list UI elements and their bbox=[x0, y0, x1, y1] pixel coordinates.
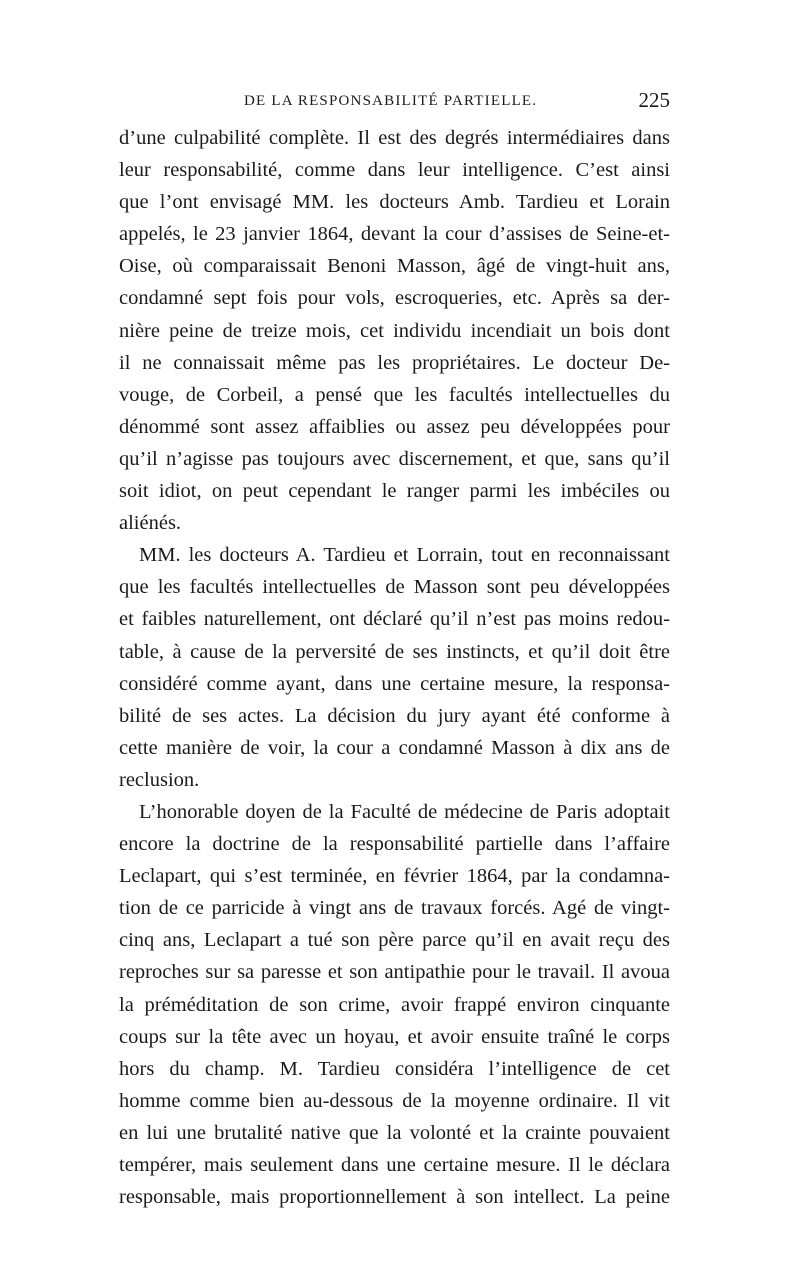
text-line: vouge, de Corbeil, a pensé que les facultés intellectuelles du bbox=[119, 383, 670, 406]
text-line: L’honorable doyen de la Faculté de médecine de Paris adoptait bbox=[139, 800, 670, 823]
running-head bbox=[119, 90, 670, 122]
text-line: en lui une brutalité native que la volonté et la crainte pouvaient bbox=[119, 1121, 670, 1144]
text-line: que l’ont envisagé MM. les docteurs Amb. Tardieu et Lorain bbox=[119, 191, 670, 214]
text-line: hors du champ. M. Tardieu considéra l’intelligence de cet bbox=[119, 1057, 670, 1080]
text-line: dénommé sont assez affaiblies ou assez peu développées pour bbox=[119, 415, 670, 438]
text-line: qu’il n’agisse pas toujours avec discernement, et que, sans qu’il bbox=[119, 447, 670, 470]
text-line: d’une culpabilité complète. Il est des degrés intermédiaires dans bbox=[119, 127, 670, 149]
text-line: cette manière de voir, la cour a condamné Masson à dix ans de bbox=[119, 736, 670, 759]
paragraph bbox=[119, 539, 670, 796]
text-line: considéré comme ayant, dans une certaine mesure, la responsa- bbox=[119, 672, 670, 695]
paragraph bbox=[119, 122, 670, 539]
text-line: bilité de ses actes. La décision du jury ayant été conforme à bbox=[119, 704, 670, 727]
paragraph bbox=[119, 796, 670, 1213]
text-line: Leclapart, qui s’est terminée, en février 1864, par la condamna- bbox=[119, 865, 670, 888]
text-line: coups sur la tête avec un hoyau, et avoir ensuite traîné le corps bbox=[119, 1025, 670, 1048]
text-line: aliénés. bbox=[119, 512, 182, 535]
text-line: reproches sur sa paresse et son antipathie pour le travail. Il avoua bbox=[119, 961, 670, 984]
running-title: DE LA RESPONSABILITÉ PARTIELLE. bbox=[244, 93, 538, 109]
text-line: table, à cause de la perversité de ses instincts, et qu’il doit être bbox=[119, 640, 670, 663]
text-line: soit idiot, on peut cependant le ranger parmi les imbéciles ou bbox=[119, 480, 670, 503]
text-line: tion de ce parricide à vingt ans de travaux forcés. Agé de vingt- bbox=[119, 897, 670, 920]
page-number: 225 bbox=[638, 88, 670, 112]
text-line: condamné sept fois pour vols, escroqueries, etc. Après sa der- bbox=[119, 287, 670, 310]
text-line: nière peine de treize mois, cet individu incendiait un bois dont bbox=[119, 319, 670, 342]
text-line: cinq ans, Leclapart a tué son père parce qu’il en avait reçu des bbox=[119, 929, 670, 952]
text-line: MM. les docteurs A. Tardieu et Lorrain, tout en reconnaissant bbox=[139, 544, 670, 567]
text-line: Oise, où comparaissait Benoni Masson, âgé de vingt-huit ans, bbox=[119, 255, 670, 278]
text-line: encore la doctrine de la responsabilité partielle dans l’affaire bbox=[119, 833, 670, 856]
text-line: homme comme bien au-dessous de la moyenne ordinaire. Il vit bbox=[119, 1089, 670, 1112]
text-line: il ne connaissait même pas les propriétaires. Le docteur De- bbox=[119, 351, 670, 374]
text-line: et faibles naturellement, ont déclaré qu’il n’est pas moins redou- bbox=[119, 608, 670, 631]
text-line: reclusion. bbox=[119, 768, 200, 791]
text-line: appelés, le 23 janvier 1864, devant la cour d’assises de Seine-et- bbox=[119, 223, 670, 246]
body-text bbox=[119, 122, 670, 1213]
text-line: tempérer, mais seulement dans une certaine mesure. Il le déclara bbox=[119, 1154, 670, 1176]
text-line: leur responsabilité, comme dans leur intelligence. C’est ainsi bbox=[119, 159, 670, 182]
book-page bbox=[119, 90, 670, 1213]
text-line: que les facultés intellectuelles de Masson sont peu développées bbox=[119, 576, 670, 599]
text-line: la préméditation de son crime, avoir frappé environ cinquante bbox=[119, 993, 670, 1016]
text-line: responsable, mais proportionnellement à son intellect. La peine bbox=[119, 1186, 670, 1209]
